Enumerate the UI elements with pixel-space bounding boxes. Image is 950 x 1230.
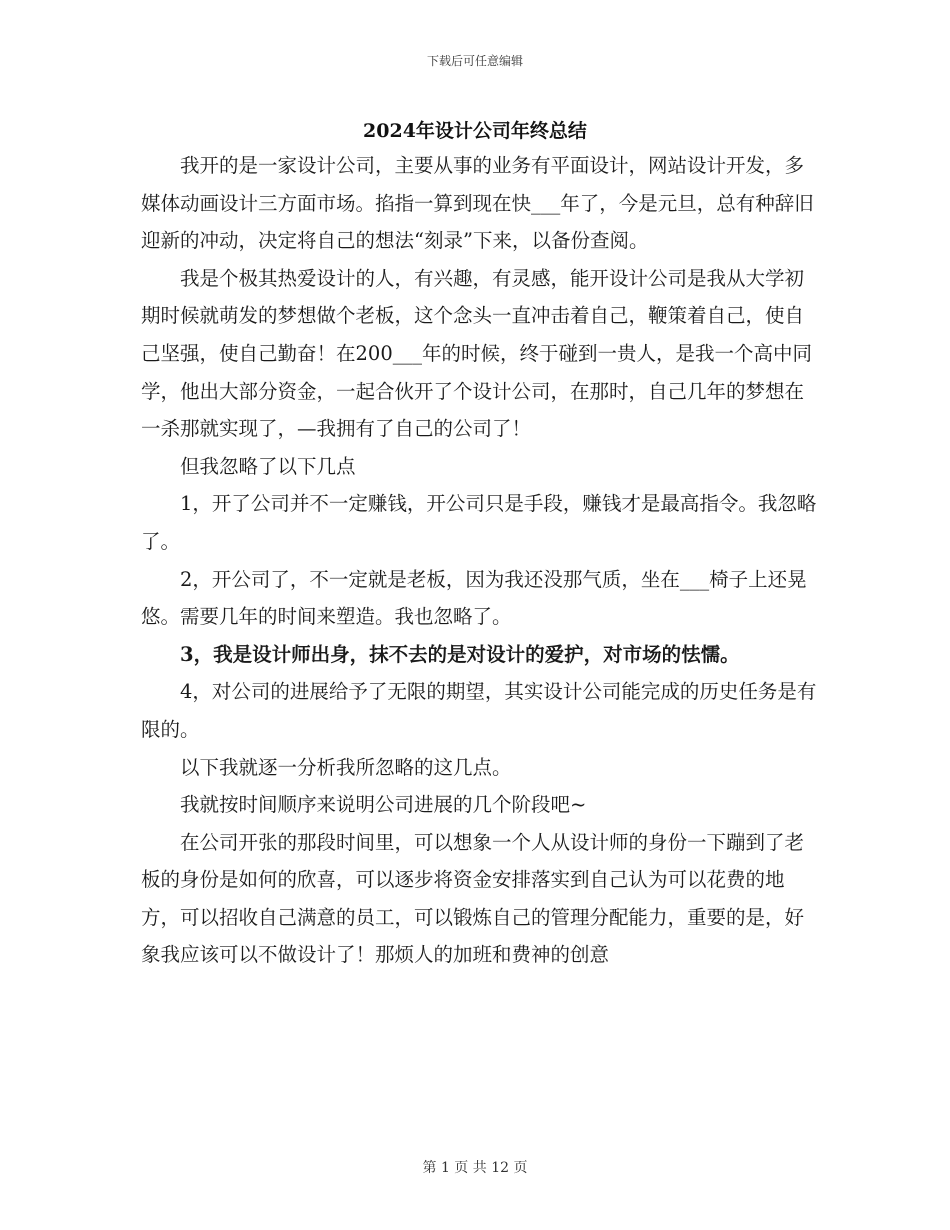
paragraph-point-1: 1，开了公司并不一定赚钱，开公司只是手段，赚钱才是最高指令。我忽略了。: [141, 492, 817, 553]
paragraph-intro: 我开的是一家设计公司，主要从事的业务有平面设计，网站设计开发，多媒体动画设计三方面市场。掐指一算到现在快___年了，今是元旦，总有种辞旧迎新的冲动，决定将自己的想法“刻录”下来，以备份查阅。: [141, 154, 814, 253]
document-body: [141, 147, 821, 974]
paragraph-point-3: 3，我是设计师出身，抹不去的是对设计的爱护，对市场的怯懦。: [180, 642, 740, 666]
document-title: 2024年设计公司年终总结: [363, 120, 587, 142]
paragraph-point-2: 2，开公司了，不一定就是老板，因为我还没那气质，坐在___椅子上还晃悠。需要几年的时间来塑造。我也忽略了。: [141, 567, 807, 629]
page-number-footer: 第 1 页 共 12 页: [422, 1160, 528, 1176]
paragraph-point-4: 4，对公司的进展给予了无限的期望，其实设计公司能完成的历史任务是有限的。: [141, 680, 817, 741]
paragraph-overlooked-heading: 但我忽略了以下几点: [180, 454, 356, 478]
page-header-note: 下载后可任意编辑: [426, 54, 523, 68]
paragraph-timeline-intro: 我就按时间顺序来说明公司进展的几个阶段吧~: [180, 793, 587, 817]
paragraph-background: 我是个极其热爱设计的人，有兴趣，有灵感，能开设计公司是我从大学初期时候就萌发的梦想做个老板，这个念头一直冲击着自己，鞭策着自己，使自己坚强，使自己勤奋！在200___年的时候，终于碰到一贵人，是我一个高中同学，他出大部分资金，一起合伙开了个设计公司，在那时，自己几年的梦想在一杀那就实现了，—我拥有了自己的公司了！: [141, 266, 812, 441]
paragraph-analysis-intro: 以下我就逐一分析我所忽略的这几点。: [180, 755, 512, 779]
paragraph-opening-stage: 在公司开张的那段时间里，可以想象一个人从设计师的身份一下蹦到了老板的身份是如何的欣喜，可以逐步将资金安排落实到自己认为可以花费的地方，可以招收自己满意的员工，可以锻炼自己的管理分配能力，重要的是，好象我应该可以不做设计了！那烦人的加班和费神的创意: [141, 830, 805, 967]
